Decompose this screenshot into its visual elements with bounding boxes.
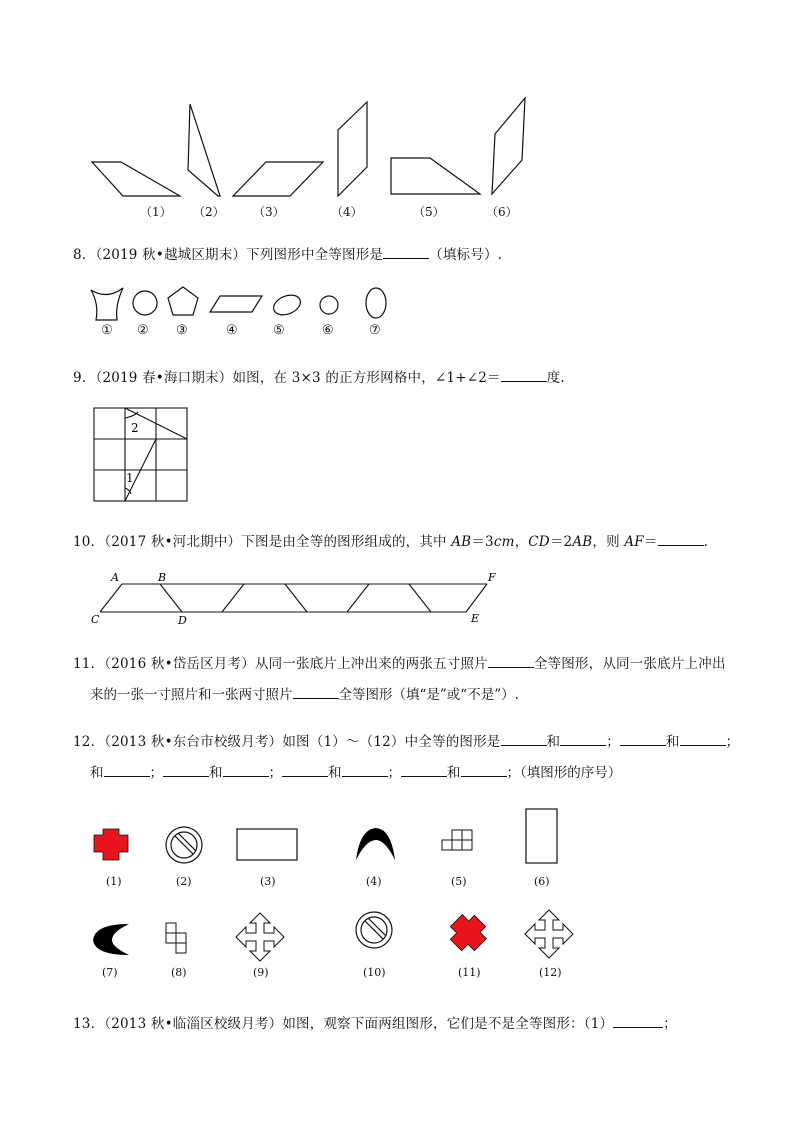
q10-text-a: 10．（2017 秋•河北期中）下图是由全等的图形组成的，其中 (73, 534, 452, 550)
q12-blank-4a[interactable] (163, 764, 209, 777)
q9-text: 9．（2019 春•海口期末）如图，在 3×3 的正方形网格中，∠1+∠2＝ (73, 370, 501, 386)
q12-shape-3-rectangle (237, 829, 297, 860)
q12-semi: ； (606, 734, 620, 750)
q12-semi: ； (506, 765, 520, 781)
q12-text-1a: 12．（2013 秋•东台市校级月考）如图（1）～（12）中全等的图形是 (73, 734, 501, 750)
q12-and: 和 (90, 765, 104, 781)
q12-blank-5b[interactable] (342, 764, 388, 777)
q8-tail: （填标号）. (429, 247, 503, 263)
q10-segment-3 (222, 584, 244, 612)
question-11-line-1 (73, 652, 726, 672)
q7-shape-4 (338, 102, 367, 196)
q10-cm: cm (493, 534, 515, 550)
q13-tail: ； (663, 1016, 677, 1032)
q12-and: 和 (546, 734, 561, 750)
q12-label-4: (4) (366, 875, 382, 888)
q12-semi: ； (268, 765, 282, 781)
q12-shape-10-no-sign (356, 912, 392, 948)
q7-shape-6 (492, 98, 525, 194)
q9-angle-label-2: 2 (131, 421, 139, 435)
q7-shape-1 (92, 162, 180, 196)
q12-label-5: (5) (451, 875, 467, 888)
q9-grid-border (94, 408, 187, 501)
q8-label-1: ① (101, 323, 113, 338)
q12-blank-5a[interactable] (282, 764, 328, 777)
q7-label-5: （5） (413, 205, 445, 219)
q12-label-3: (3) (260, 875, 276, 888)
q10-text-e: ，则 (592, 534, 625, 550)
q8-label-2: ② (137, 323, 149, 338)
q12-shape-9-arrows (236, 913, 284, 961)
q10-cd: CD (528, 534, 550, 550)
question-11-line-2 (90, 683, 519, 703)
q7-label-3: （3） (253, 205, 285, 219)
q10-point-a: A (111, 571, 119, 584)
q10-segment-5 (347, 584, 369, 612)
q11-text-1b: 全等图形，从同一张底片上冲出 (533, 656, 726, 672)
q12-label-9: (9) (253, 966, 269, 979)
q11-text-2a: 来的一张一寸照片和一张两寸照片 (90, 687, 293, 703)
q12-label-8: (8) (171, 966, 187, 979)
q12-blank-3b[interactable] (104, 764, 150, 777)
q10-ab2: AB (572, 534, 593, 550)
q12-hint: （填图形的序号） (520, 765, 622, 781)
q10-point-b: B (158, 571, 167, 584)
q13-text: 13．（2013 秋•临淄区校级月考）如图，观察下面两组图形，它们是不是全等图形：（1） (73, 1016, 614, 1032)
q8-circle-6 (320, 296, 338, 314)
q11-text-1a: 11．（2016 秋•岱岳区月考）从同一张底片上冲出来的两张五寸照片 (73, 656, 488, 672)
question-13 (73, 1012, 677, 1032)
q10-text-c: ， (514, 534, 529, 550)
q8-text: 8．（2019 秋•越城区期末）下列图形中全等图形是 (73, 247, 384, 263)
q10-text-f: ＝ (643, 534, 658, 550)
q9-angle-arc-1 (125, 488, 131, 494)
q10-ab: AB (451, 534, 472, 550)
q8-shape-curved (91, 288, 123, 320)
q8-parallelogram (210, 296, 262, 312)
q9-angle-arc-2 (125, 412, 138, 418)
q10-segment-6 (409, 584, 431, 612)
q8-circle-2 (133, 291, 157, 315)
q12-shape-6-tall-rectangle (526, 809, 557, 863)
q12-and: 和 (447, 765, 461, 781)
question-8 (73, 243, 502, 263)
q12-shape-8-squares (166, 923, 186, 953)
q10-segment-4 (285, 584, 307, 612)
q7-shape-3 (233, 162, 323, 196)
q12-shape-12-arrows (525, 910, 573, 958)
q8-ellipse-5 (271, 291, 304, 318)
q10-point-f: F (488, 571, 496, 584)
q10-text-d: ＝2 (549, 534, 573, 550)
q12-and: 和 (665, 734, 680, 750)
q7-shape-2 (188, 104, 220, 196)
q8-label-7: ⑦ (369, 323, 381, 338)
q12-shape-7-black-crescent (93, 924, 129, 955)
q10-af: AF (624, 534, 644, 550)
q12-blank-6b[interactable] (461, 764, 507, 777)
q9-angle-label-1: 1 (126, 471, 134, 485)
question-12-line-2 (90, 761, 621, 781)
q12-blank-4b[interactable] (223, 764, 269, 777)
q12-label-10: (10) (363, 966, 386, 979)
q12-blank-2a[interactable] (620, 733, 666, 746)
question-9 (73, 366, 565, 386)
q12-shape-1-red-cross (94, 829, 128, 860)
q10-segment-fe (466, 584, 487, 612)
q11-answer-blank-2[interactable] (293, 686, 339, 699)
q12-label-6: (6) (534, 875, 550, 888)
q7-label-4: （4） (331, 205, 363, 219)
q10-tail: . (703, 534, 709, 550)
q12-and: 和 (328, 765, 342, 781)
q8-label-6: ⑥ (322, 323, 334, 338)
q7-figures (0, 0, 794, 230)
q8-ellipse-7 (366, 288, 386, 318)
q10-segment-bd (160, 584, 182, 612)
q7-label-2: （2） (193, 205, 225, 219)
q12-blank-2b[interactable] (680, 733, 726, 746)
q12-label-11: (11) (458, 966, 481, 979)
q10-point-c: C (91, 613, 100, 626)
q7-label-1: （1） (140, 205, 172, 219)
q8-label-3: ③ (176, 323, 188, 338)
q12-semi: ； (149, 765, 163, 781)
q7-shape-5 (391, 158, 480, 194)
q8-answer-blank[interactable] (383, 246, 429, 259)
q9-diagonal-bottom (125, 439, 156, 501)
q12-blank-6a[interactable] (401, 764, 447, 777)
q9-diagonal-top (125, 408, 187, 439)
q12-shape-11-red-cross-rotated (444, 909, 492, 957)
q12-label-1: (1) (106, 875, 122, 888)
q13-answer-blank[interactable] (613, 1015, 663, 1028)
q12-label-2: (2) (176, 875, 192, 888)
q12-label-7: (7) (102, 966, 118, 979)
q12-blank-1a[interactable] (501, 733, 547, 746)
q12-and: 和 (209, 765, 223, 781)
question-12-line-1 (73, 730, 739, 750)
q10-point-e: E (471, 612, 480, 625)
q12-shape-4-black-arch (356, 828, 395, 860)
q8-pentagon (168, 287, 198, 315)
q9-tail: 度. (546, 370, 565, 386)
q10-text-b: ＝3 (471, 534, 494, 550)
q12-label-12: (12) (539, 966, 562, 979)
q12-blank-1b[interactable] (560, 733, 606, 746)
question-10 (73, 530, 708, 550)
q10-point-d: D (178, 614, 187, 627)
q12-semi: ； (725, 734, 740, 750)
q8-label-5: ⑤ (273, 323, 285, 338)
q10-segment-ac (100, 584, 122, 612)
q12-shape-5-steps (442, 830, 472, 850)
q7-label-6: （6） (486, 205, 518, 219)
q12-semi: ； (387, 765, 401, 781)
q11-text-2b: 全等图形（填“是”或“不是”）. (338, 687, 519, 703)
q11-answer-blank-1[interactable] (488, 655, 534, 668)
q8-label-4: ④ (226, 323, 238, 338)
q10-answer-blank[interactable] (658, 533, 704, 546)
q12-shape-2-no-sign (166, 827, 202, 863)
q9-answer-blank[interactable] (501, 369, 547, 382)
